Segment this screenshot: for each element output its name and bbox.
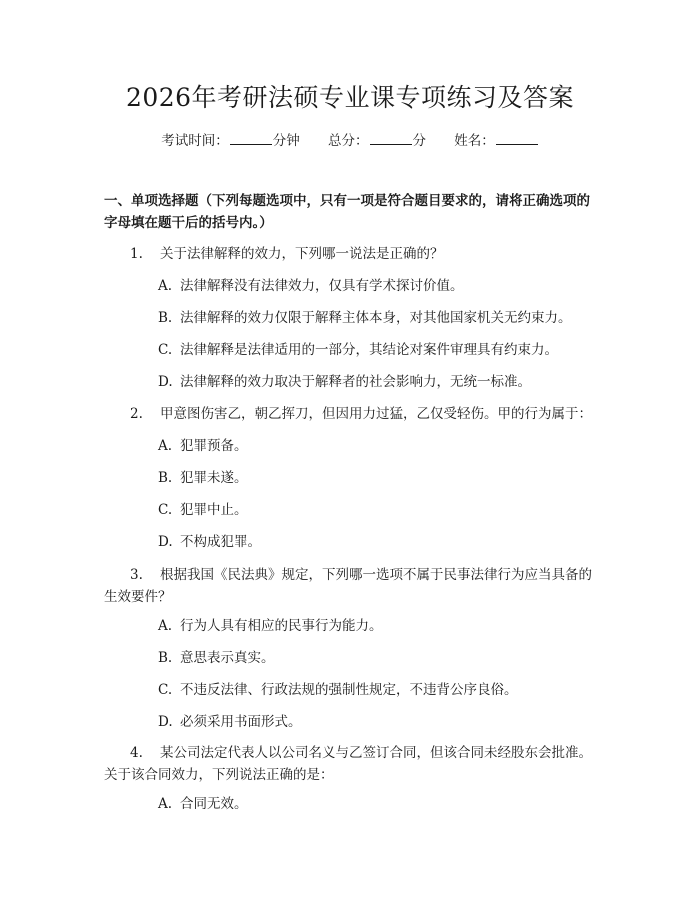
exam-name [454,131,539,151]
exam-score [328,131,426,151]
exam-meta [0,131,700,151]
option-text: 犯罪预备。 [180,438,248,454]
question-3-option-b [158,647,600,669]
question-3-option-c [158,679,600,701]
question-1 [104,243,600,265]
question-2 [104,403,600,425]
option-text: 犯罪中止。 [180,502,248,518]
score-unit: 分 [412,133,426,149]
option-letter: A. [158,278,173,294]
question-number: 3. [130,567,143,583]
question-2-option-c [158,499,600,521]
section-heading: 一、单项选择题（下列每题选项中，只有一项是符合题目要求的，请将正确选项的字母填在题干后的括号内。） [104,193,590,231]
question-stem: 甲意图伤害乙，朝乙挥刀，但因用力过猛，乙仅受轻伤。甲的行为属于： [160,406,592,422]
name-blank [496,131,538,145]
option-letter: C. [158,342,173,358]
option-text: 意思表示真实。 [180,650,275,666]
time-label: 考试时间： [161,133,229,149]
option-text: 法律解释的效力仅限于解释主体本身，对其他国家机关无约束力。 [180,310,572,326]
question-4 [104,742,600,786]
option-text: 不违反法律、行政法规的强制性规定，不违背公序良俗。 [180,682,518,698]
question-1-option-c [158,339,600,361]
option-text: 法律解释没有法律效力，仅具有学术探讨价值。 [180,278,464,294]
option-text: 犯罪未遂。 [180,470,248,486]
option-text: 不构成犯罪。 [180,534,261,550]
score-blank [370,131,412,145]
question-stem: 关于法律解释的效力，下列哪一说法是正确的？ [160,246,444,262]
option-letter: C. [158,502,173,518]
question-2-option-a [158,435,600,457]
option-letter: A. [158,438,173,454]
option-text: 法律解释是法律适用的一部分，其结论对案件审理具有约束力。 [180,342,558,358]
question-number: 2. [130,406,143,422]
score-label: 总分： [328,133,369,149]
time-blank [230,131,272,145]
question-4-option-a [158,793,600,815]
option-text: 法律解释的效力取决于解释者的社会影响力，无统一标准。 [180,374,531,390]
option-letter: B. [158,310,173,326]
document-title: 2026年考研法硕专业课专项练习及答案 [125,83,575,112]
option-letter: B. [158,650,173,666]
name-label: 姓名： [454,133,495,149]
option-text: 合同无效。 [180,796,248,812]
question-2-option-b [158,467,600,489]
option-letter: A. [158,796,173,812]
option-letter: B. [158,470,173,486]
question-3-option-d [158,711,600,733]
question-2-option-d [158,531,600,553]
option-letter: D. [158,374,173,390]
question-stem: 某公司法定代表人以公司名义与乙签订合同，但该合同未经股东会批准。关于该合同效力，下列说法正确的是： [104,745,592,783]
question-3 [104,564,600,608]
option-text: 必须采用书面形式。 [180,714,302,730]
question-1-option-a [158,275,600,297]
option-text: 行为人具有相应的民事行为能力。 [180,618,383,634]
option-letter: D. [158,714,173,730]
question-number: 4. [130,745,143,761]
option-letter: D. [158,534,173,550]
question-1-option-b [158,307,600,329]
option-letter: A. [158,618,173,634]
option-letter: C. [158,682,173,698]
question-number: 1. [130,246,143,262]
time-unit: 分钟 [272,133,300,149]
exam-time [161,131,300,151]
question-3-option-a [158,615,600,637]
question-stem: 根据我国《民法典》规定，下列哪一选项不属于民事法律行为应当具备的生效要件？ [104,567,592,605]
question-1-option-d [158,371,600,393]
